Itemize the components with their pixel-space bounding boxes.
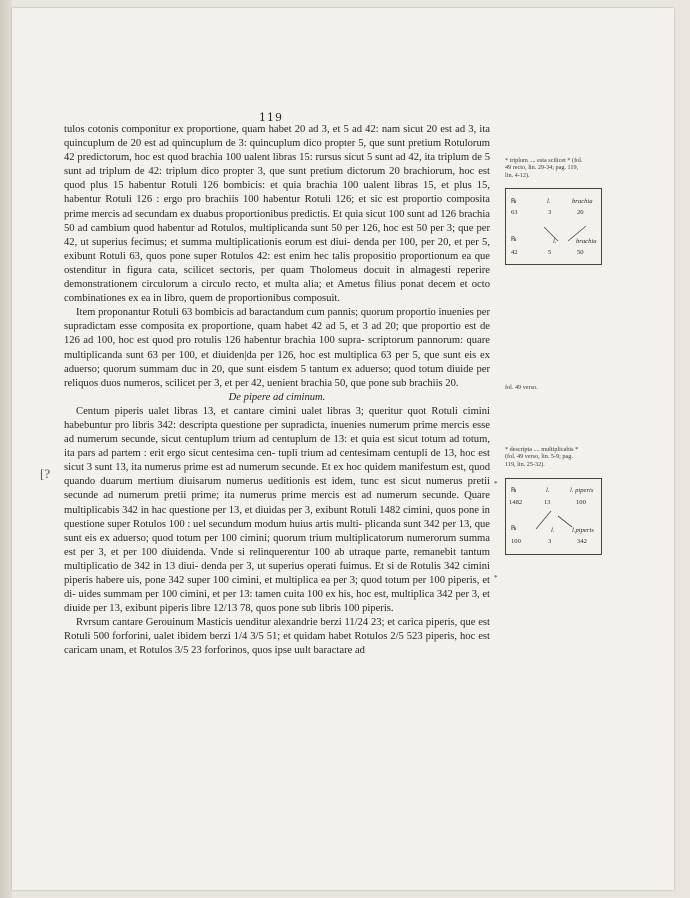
text-line: piperis, hoc est caricam unam, et Rotulos 3/5 23 forforinos, quos ipse uult baractare ad — [64, 631, 491, 657]
side-note-folio: fol. 49 verso. — [505, 384, 538, 391]
text-line: quem de proportionibus composuit. — [189, 293, 340, 305]
value-cell: 63 — [511, 209, 518, 216]
text-line: mercis ad secundam ex duabus proportionibus predictis. Et quia sicut 100 sunt ad 126 — [91, 208, 457, 220]
value-cell: 5 — [548, 249, 552, 256]
unit-label: brachia — [572, 198, 593, 205]
text-line: que sunt pretium Rotulorum 42 predictorum, hoc est quod brachia 100 ualent libras — [64, 138, 490, 164]
side-note-triplum — [505, 157, 609, 179]
diagram-box-1 — [505, 188, 602, 265]
text-line: et quia est sicut totum ad totum, ita pars ad partem : erit ergo sicut centesima cen- — [64, 434, 490, 460]
value-cell: 100 — [576, 499, 586, 506]
recipe-symbol: ℞ — [511, 198, 517, 205]
side-note-line: 49 recto, lin. 29-34; pag. 119, — [505, 164, 579, 172]
unit-label: l.piperis — [572, 527, 594, 534]
text-line: Centum piperis ualet libras 13, et cantare cimini ualet libras 3; queritur quot Rotuli — [76, 405, 458, 417]
text-line: 15: rursus sicut 5 sunt ad 42, ita triplum de 5 sunt ad triplum de 42: triplum dico — [64, 152, 491, 178]
text-line: eisdem 5 tantum ex aduerso; quod totum diuide per reliquos duos numeros, scilicet — [64, 363, 490, 389]
text-line: Rotuli 126 bombicis: et quia brachia 100 ualent libras 15, et plus 15, habentur Rotuli — [64, 180, 491, 206]
value-cell: 42 — [511, 249, 518, 256]
text-line: tulos cotonis componitur ex proportione, quam habet 20 ad 3, et 5 ad 42: nam sicut 20 — [64, 124, 438, 135]
text-line: inuenies per supradictam esse composita ex proportione, quam habet 42 ad 5, et 3 ad 20; — [64, 307, 491, 333]
unit-label: l. — [553, 238, 557, 245]
text-line: cimini habebuntur pro libris 342: descripta questione per supradicta, inuenies numerum — [64, 405, 490, 431]
text-line: uides summam per 100 cimini, et per 13: tamen cuita 100 ex his, hoc est, multiplica — [78, 589, 435, 601]
binding-gutter — [0, 0, 12, 898]
text-line: per 3, et per 42, uenient brachia 50, que pone sub brachiis 20. — [197, 377, 459, 389]
text-line: prime mercis esse ad numerum secunde, sicut centuplum trium ad centuplum de 13: — [64, 419, 490, 446]
text-line: enim hec talis propositio proportionum ea que ostenditur in figura cata, scilicet sectoris, — [64, 250, 490, 276]
side-note-descripta — [505, 446, 609, 468]
margin-asterisk: * — [494, 574, 498, 582]
text-line: trium multiplicatorum numerorum summa est per 3, et per 100 diuidenda. Vnde si — [64, 532, 490, 558]
unit-label: l. piperis — [570, 487, 594, 494]
text-line: mertium diuisarum numerus ueditionis est idem, tunc est sicut numerus pretii secunde — [64, 476, 490, 502]
margin-asterisk: * — [494, 480, 498, 488]
value-cell: 3 — [548, 538, 552, 545]
text-line: quos pone in questione super Rotulos 100 : uel secundum modum huius artis multi- — [64, 504, 490, 530]
text-line: que est Rotuli 500 forforini, ualet ibidem berzi 1/4 3/5 51; et quidam habet Rotulos 2/5 523 — [64, 617, 491, 643]
value-cell: 50 — [577, 249, 584, 256]
text-line: est ad 3, ita quincuplum de 20 est ad quincuplum de 3: quincuplum dico propter 5, — [64, 124, 491, 150]
paragraph-2 — [64, 306, 490, 391]
text-line: Rvrsum cantare Gerouinum Masticis uenditur alexandrie berzi 11/24 23; et carica piperis, — [76, 617, 458, 629]
side-note-line: lin. 4-12). — [505, 171, 530, 179]
recipe-symbol: ℞ — [511, 487, 517, 494]
value-cell: 13 — [544, 499, 551, 506]
text-line: denda per 3, ut superius operati fuimus. Et si de Rotulis 342 cimini piperis habere uis, — [64, 560, 490, 586]
paragraph-3 — [64, 405, 490, 616]
unit-label: brachia — [576, 238, 597, 245]
text-line: ad numerum pretii prime; ita numerus prime mercis est ad numerum secunde. Quare — [103, 490, 490, 502]
text-line: denda per 100, per 20, et per 5, exibunt Rotuli 63, quos pone super Rotulos 42: est — [64, 236, 490, 262]
text-line: plicanda sunt 342 per 13, que sunt eis ex aduerso; quod totum per 100 cimini; quorum — [64, 518, 490, 544]
recipe-symbol: ℞ — [511, 525, 517, 532]
text-line: pone 342 super 100 cimini, et multiplica ea per 3; quod totum per 100 piperis, et di- — [64, 575, 490, 601]
text-line: brachia 50 ad cambium quod habentur ad Rotulos, multiplicanda sunt 50 per 126, hoc — [64, 208, 490, 234]
margin-handwritten-mark: [? — [40, 466, 51, 481]
text-line: 126 : ergo pro brachiis 100 habentur Rotuli 126; et sic est proportio composita prime — [64, 194, 491, 220]
value-cell: 20 — [577, 209, 584, 216]
text-line: 342 per 3, et diuide per 13, exibunt piperis libre 12/13 78, quos pone sub libris 100 piperis. — [64, 589, 490, 615]
value-cell: 1482 — [509, 499, 523, 506]
side-note-line: 119, lin. 25-32). — [505, 460, 545, 468]
paragraph-4 — [64, 616, 490, 658]
unit-label: l. — [547, 198, 551, 205]
diagram-2-line-left — [536, 511, 551, 529]
text-line: que proportio est de 126 ad 100, hoc est quod pro rotulis 126 habentur brachia 100 supra- — [64, 321, 491, 347]
unit-label: l. — [546, 487, 550, 494]
text-line: per quam Tholomeus docuit in almagesti reperire demonstrationem circulorum a circulo — [64, 264, 490, 291]
diagram-box-2 — [505, 478, 602, 555]
text-line: tupli trium ad centesimam centupli de 13, hoc est sicut 3 sunt 13, ita numerus prime — [64, 448, 490, 474]
side-note-line: * descripta .... multiplicabis * — [505, 446, 579, 453]
side-note-line: (fol. 49 verso, lin. 5-9; pag. — [505, 453, 573, 461]
text-line: Item proponantur Rotuli 63 bombicis ad baractandum cum pannis; quorum proportio — [76, 307, 436, 319]
text-line: est 50 per 3; que per 42, ut superius fecimus; et summa multiplicationis eorum est diui- — [64, 222, 490, 248]
unit-label: l. — [551, 527, 555, 534]
diagram-2-line-right — [558, 516, 572, 527]
text-line: recto, et multa alia; et Ametus filius ponat decem et octo combinationes ex ea in libro, — [64, 279, 490, 305]
value-cell: 342 — [577, 538, 587, 545]
paragraph-1 — [64, 123, 490, 306]
side-note-line: * triplum .... esta scilicet * (fol. — [505, 157, 583, 164]
text-line: propter 3, que sunt pretium dictorum 20 brachiorum, hoc est quod plus 15 habentur — [64, 166, 490, 192]
text-line: multiplicabis 342 in hac questione per 13, et diuidas per 3, exibunt Rotuli 1482 cimini, — [64, 504, 433, 516]
text-line: est multiplica 63 per 5, que sunt eis ex aduerso; quorum summam duc in 20, que sunt — [64, 349, 491, 375]
page-number: 119 — [259, 111, 283, 124]
value-cell: 100 — [511, 538, 521, 545]
text-line: scriptorum pannorum: quare multiplicanda sunt 63 per 100, et diuiden|da per 126, hoc — [64, 335, 490, 361]
text-line: relinquerentur 100 ab utraque parte, remanebit tantum multiplicatio de 342 in 13 diui- — [64, 546, 490, 572]
recipe-symbol: ℞ — [511, 236, 517, 243]
main-text-column — [64, 123, 490, 659]
value-cell: 3 — [548, 209, 552, 216]
text-line: est ad numerum secunde. Et ex hoc quidem manifestum est, quod quando duarum — [64, 462, 490, 488]
section-heading: De pipere ad ciminum. — [228, 391, 326, 403]
